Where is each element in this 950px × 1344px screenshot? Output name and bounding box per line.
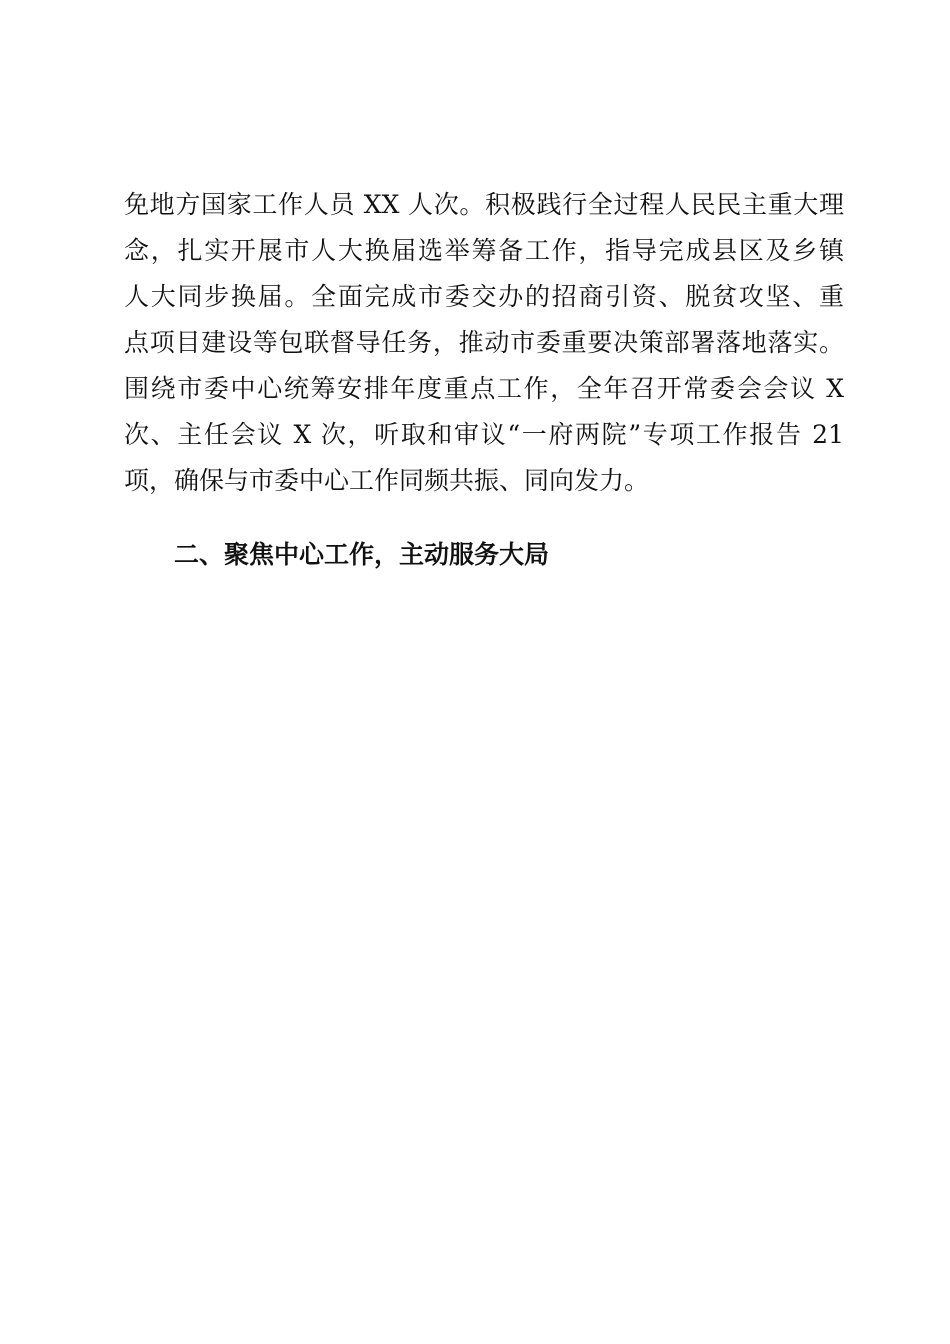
paragraph-line: 人大同步换届。全面完成市委交办的招商引资、脱贫攻坚、重: [124, 282, 844, 311]
paragraph-line: 项，确保与市委中心工作同频共振、同向发力。: [124, 466, 650, 495]
paragraph-line: 点项目建设等包联督导任务，推动市委重要决策部署落地落实。: [124, 328, 844, 357]
paragraph-line: 念，扎实开展市人大换届选举筹备工作，指导完成县区及乡镇: [124, 236, 844, 265]
paragraph-line: 免地方国家工作人员 XX 人次。积极践行全过程人民民主重大理: [124, 190, 844, 219]
section-heading: 二、聚焦中心工作，主动服务大局: [174, 540, 550, 569]
paragraph-line: 次、主任会议 X 次，听取和审议“一府两院”专项工作报告 21: [124, 420, 844, 449]
body-paragraph: [124, 182, 844, 504]
paragraph-line: 围绕市委中心统筹安排年度重点工作，全年召开常委会会议 X: [124, 374, 844, 403]
